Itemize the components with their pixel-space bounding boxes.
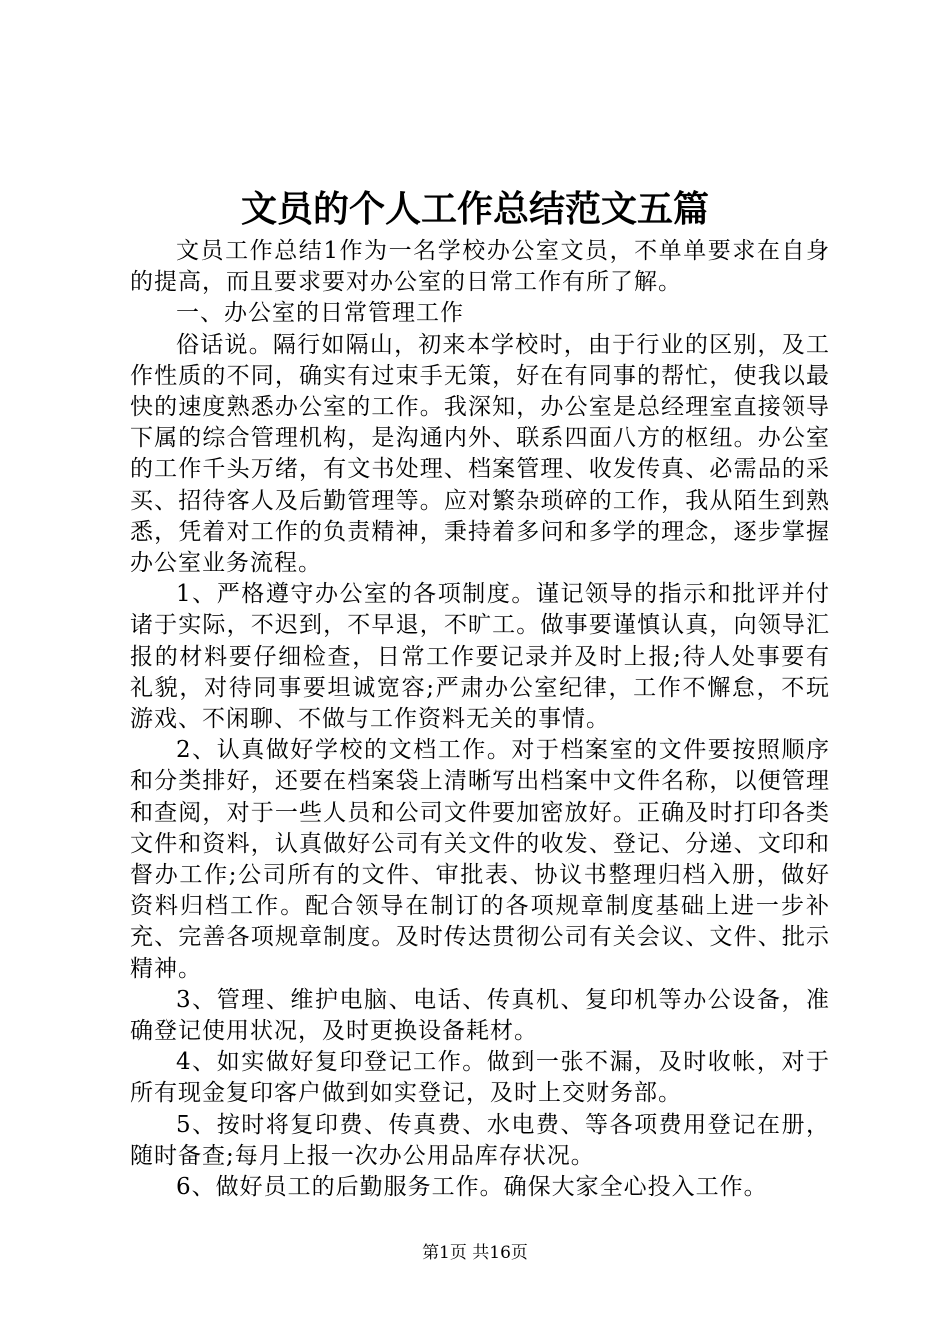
section-heading: 一、办公室的日常管理工作 (176, 300, 464, 327)
paragraph-item-2: 2、认真做好学校的文档工作。对于档案室的文件要按照顺序和分类排好，还要在档案袋上清晰写出档案中文件名称，以便管理和查阅，对于一些人员和公司文件要加密放好。正确及时打印各类文件和资料，认真做好公司有关文件的收发、登记、分递、文印和督办工作;公司所有的文件、审批表、协议书整理归档入册，做好资料归档工作。配合领导在制订的各项规章制度基础上进一步补充、完善各项规章制度。及时传达贯彻公司有关会议、文件、批示精神。 (130, 737, 830, 982)
document-title: 文员的个人工作总结范文五篇 (240, 188, 709, 230)
paragraph-item-1: 1、严格遵守办公室的各项制度。谨记领导的指示和批评并付诸于实际，不迟到，不早退，不旷工。做事要谨慎认真，向领导汇报的材料要仔细检查，日常工作要记录并及时上报;待人处事要有礼貌，对待同事要坦诚宽容;严肃办公室纪律，工作不懈怠，不玩游戏、不闲聊、不做与工作资料无关的事情。 (130, 581, 830, 733)
paragraph-saying: 俗话说。隔行如隔山，初来本学校时，由于行业的区别，及工作性质的不同，确实有过束手无策，好在有同事的帮忙，使我以最快的速度熟悉办公室的工作。我深知，办公室是总经理室直接领导下属的综合管理机构，是沟通内外、联系四面八方的枢纽。办公室的工作千头万绪，有文书处理、档案管理、收发传真、必需品的采买、招待客人及后勤管理等。应对繁杂琐碎的工作，我从陌生到熟悉，凭着对工作的负责精神，秉持着多问和多学的理念，逐步掌握办公室业务流程。 (130, 331, 830, 577)
paragraph-item-6: 6、做好员工的后勤服务工作。确保大家全心投入工作。 (176, 1174, 768, 1201)
document-body (130, 236, 830, 1203)
page-number-footer: 第1页 共16页 (422, 1243, 528, 1263)
paragraph-intro: 文员工作总结1作为一名学校办公室文员，不单单要求在自身的提高，而且要求要对办公室的日常工作有所了解。 (130, 238, 830, 296)
paragraph-item-3: 3、管理、维护电脑、电话、传真机、复印机等办公设备，准确登记使用状况，及时更换设备耗材。 (130, 986, 830, 1045)
paragraph-item-5: 5、按时将复印费、传真费、水电费、等各项费用登记在册，随时备查;每月上报一次办公用品库存状况。 (130, 1111, 830, 1169)
paragraph-item-4: 4、如实做好复印登记工作。做到一张不漏，及时收帐，对于所有现金复印客户做到如实登记，及时上交财务部。 (130, 1049, 830, 1107)
